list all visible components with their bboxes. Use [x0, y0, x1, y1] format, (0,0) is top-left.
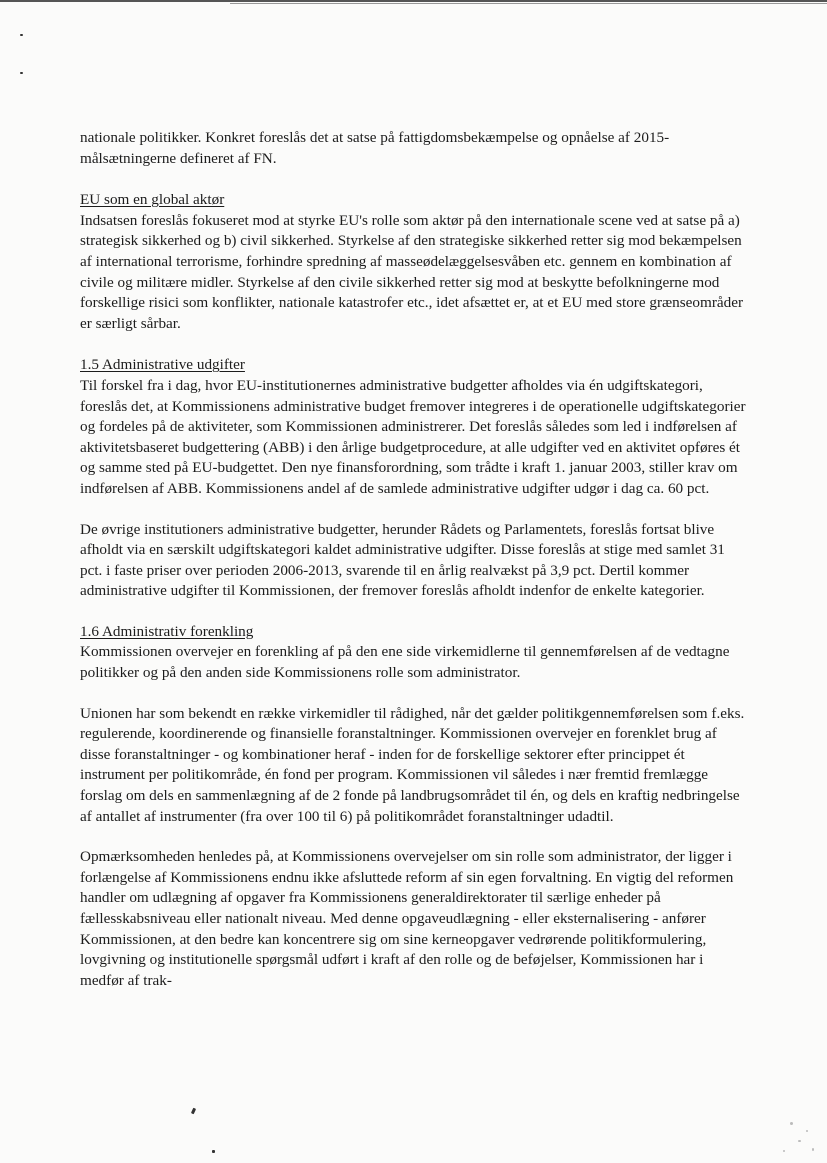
paragraph: Til forskel fra i dag, hvor EU-institutionernes administrative budgetter afholdes via én udgiftskategori, foreslås det, at Kommissionens administrative budget fremover integreres i de operationelle udgiftskategorier og fordeles på de aktiviteter, som Kommissionen administrerer. Det foreslås således som led i indførelsen af aktivitetsbaseret budgettering (ABB) i den årlige budgetprocedure, at alle udgifter ved en aktivitet opføres ét og samme sted på EU-budgettet. Den nye finansforordning, som trådte i kraft 1. januar 2003, stiller krav om indførelsen af ABB. Kommissionens andel af de samlede administrative udgifter udgør i dag ca. 60 pct.	[80, 376, 746, 497]
scan-noise	[812, 1148, 814, 1151]
scan-mark	[212, 1150, 215, 1153]
paragraph: Unionen har som bekendt en række virkemidler til rådighed, når det gælder politikgennemførelsen som f.eks. regulerende, koordinerende og finansielle foranstaltninger. Kommissionen overvejer en forenklet brug af disse foranstaltninger - og kombinationer heraf - inden for de forskellige sektorer efter princippet ét instrument per politikområde, én fond per program. Kommissionen vil således i nær fremtid fremlægge forslag om dels en sammenlægning af de 2 fonde på landbrugsområdet til én, og dels en kraftig nedbringelse af antallet af instrumenter (fra over 100 til 6) på politikområdet foranstaltninger udadtil.	[80, 704, 745, 825]
scan-mark	[20, 34, 23, 36]
scan-noise	[790, 1122, 793, 1125]
scan-noise	[798, 1140, 801, 1142]
section-heading-administrative-udgifter: 1.5 Administrative udgifter	[80, 356, 245, 374]
scan-mark	[20, 72, 23, 74]
section-heading-eu-global: EU som en global aktør	[80, 191, 225, 209]
paragraph: De øvrige institutioners administrative budgetter, herunder Rådets og Parlamentets, foreslås fortsat blive afholdt via en særskilt udgiftskategori kaldet administrative udgifter. Disse foreslås at stige med samlet 31 pct. i faste priser over perioden 2006-2013, svarende til en årlig realvækst på 3,9 pct. Dertil kommer administrative udgifter til Kommissionen, der fremover foreslås afholdt indenfor de enkelte kategorier.	[80, 520, 725, 600]
paragraph: Indsatsen foreslås fokuseret mod at styrke EU's rolle som aktør på den internationale scene ved at satse på a) strategisk sikkerhed og b) civil sikkerhed. Styrkelse af den strategiske sikkerhed retter sig mod bekæmpelsen af international terrorisme, forhindre spredning af masseødelæggelsesvåben etc. gennem en kombination af civile og militære midler. Styrkelse af den civile sikkerhed retter sig mod at beskytte befolkningerne mod forskellige risici som konflikter, nationale katastrofer etc., idet afsættet er, at et EU med store grænseområder er særligt sårbar.	[80, 211, 744, 332]
scan-top-border	[0, 0, 827, 2]
document-page	[80, 128, 750, 991]
intro-paragraph: nationale politikker. Konkret foreslås det at satse på fattigdomsbekæmpelse og opnåelse af 2015-målsætningerne defineret af FN.	[80, 129, 670, 167]
paragraph: Opmærksomheden henledes på, at Kommissionens overvejelser om sin rolle som administrator, der ligger i forlængelse af Kommissionens endnu ikke afsluttede reform af sin egen forvaltning. En vigtig del reformen handler om udlægning af opgaver fra Kommissionens generaldirektorater til særlige enheder på fællesskabsniveau eller nationalt niveau. Med denne opgaveudlægning - eller eksternalisering - anfører Kommissionen, at den bedre kan koncentrere sig om sine kerneopgaver vedrørende politikformulering, lovgivning og institutionelle spørgsmål udført i kraft af den rolle og de beføjelser, Kommissionen har i medfør af trak-	[80, 848, 734, 989]
scan-mark	[191, 1108, 196, 1115]
scan-noise	[783, 1150, 785, 1152]
section-heading-administrativ-forenkling: 1.6 Administrativ forenkling	[80, 622, 254, 640]
paragraph: Kommissionen overvejer en forenkling af på den ene side virkemidlerne til gennemførelsen af de vedtagne politikker og på den anden side Kommissionens rolle som administrator.	[80, 643, 730, 682]
scan-noise	[806, 1130, 808, 1132]
scan-top-border-thin	[230, 3, 827, 4]
